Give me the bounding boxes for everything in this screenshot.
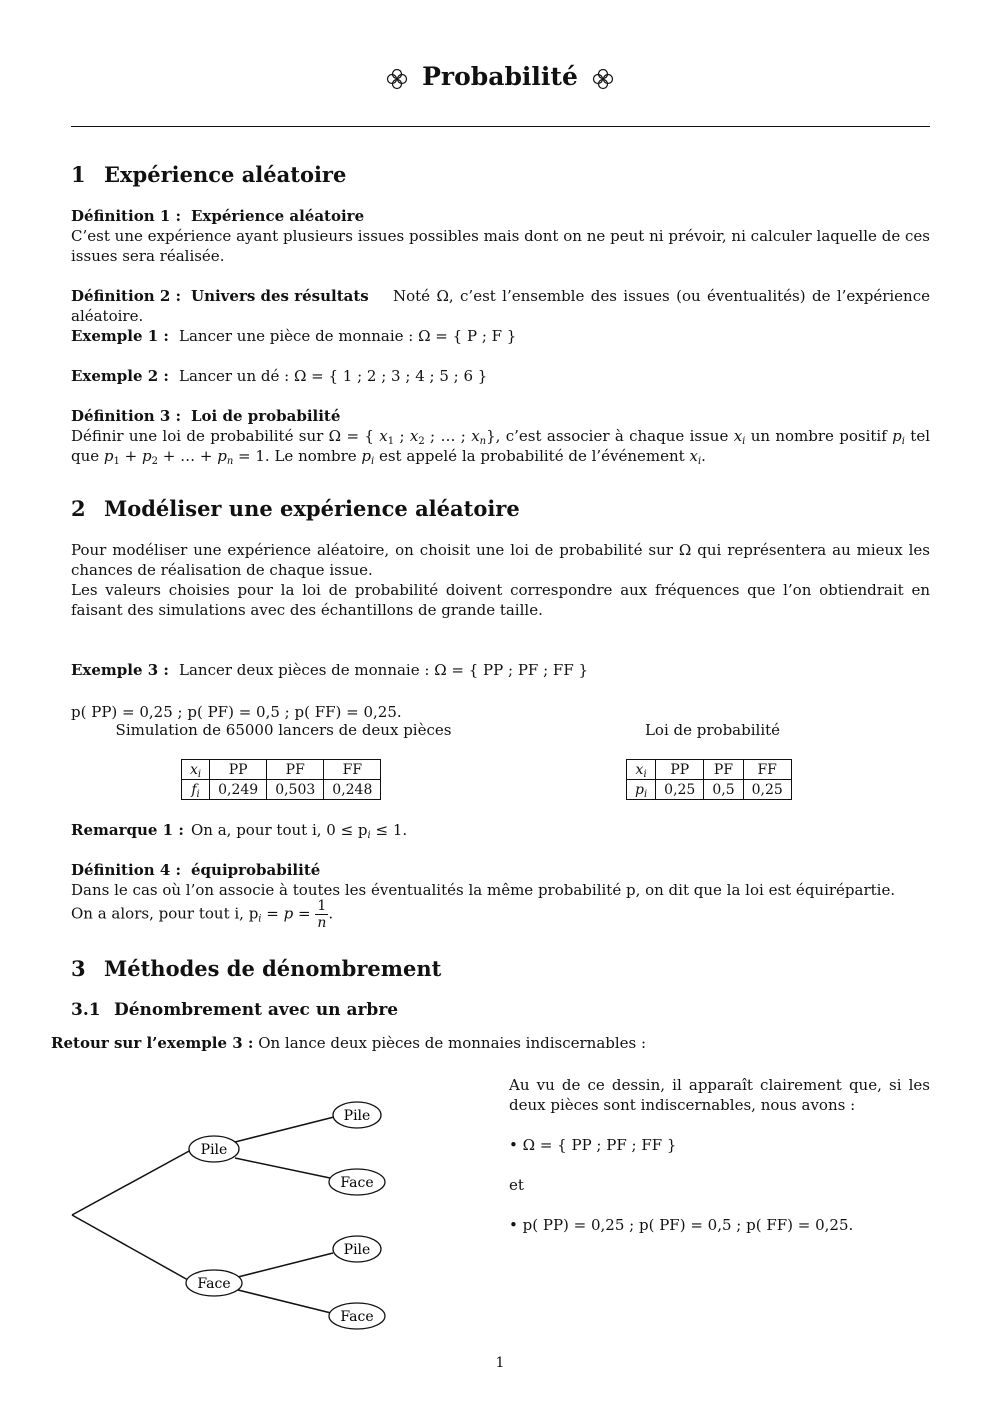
tree-node — [333, 1102, 381, 1128]
tree-node — [189, 1136, 239, 1162]
definition-2: Définition 2 : Univers des résultats Noté Ω, c’est l’ensemble des issues (ou éventualités) de l’expérience aléatoire. — [71, 287, 930, 325]
section-heading-3: 3 Méthodes de dénombrement — [71, 956, 442, 981]
section-2-paragraph: Pour modéliser une expérience aléatoire, on choisit une loi de probabilité sur Ω qui représentera au mieux les chances de réalisation de chaque issue. Les valeurs choisies pour la loi de probabilité doivent correspondre aux fréquences que l’on obtiendrait en faisant des simulations avec des échantillons de grande taille. — [71, 541, 930, 619]
section-heading-2: 2 Modéliser une expérience aléatoire — [71, 496, 520, 521]
tree-node — [329, 1169, 385, 1195]
definition-3: Définition 3 : Loi de probabilité Définir une loi de probabilité sur Ω = { $x_1$ ; $x_2$ ; … ; $x_n$}, c’est associer à chaque issue $x_i$ un nombre positif $p_i$ tel que $p_1 + p_2$ + … + $p_n = 1$. Le nombre $p_i$ est appelé la probabilité de l’événement $x_i$. — [71, 407, 930, 467]
tree-node — [333, 1236, 381, 1262]
remark-1: Remarque 1 : On a, pour tout i, $0 \le p_i \le 1$. — [71, 821, 408, 841]
retour-exemple-3: Retour sur l’exemple 3 : On lance deux pièces de monnaies indiscernables : — [51, 1034, 647, 1052]
tree-node — [186, 1270, 242, 1296]
section-heading-1: 1 Expérience aléatoire — [71, 162, 347, 187]
law-caption: Loi de probabilité — [644, 721, 781, 739]
law-table — [626, 759, 792, 800]
simulation-table — [181, 759, 381, 800]
definition-4-formula: On a alors, pour tout i, $p_i = p$ = $\frac{1}{n}$ . — [71, 898, 334, 931]
definition-1-text: C’est une expérience ayant plusieurs issues possibles mais dont on ne peut ni prévoir, ni calculer laquelle de ces issues sera réalisée. — [71, 227, 930, 265]
definition-4: Définition 4 : équiprobabilité Dans le cas où l’on associe à toutes les éventualités la même probabilité p, on dit que la loi est équirépartie. — [71, 860, 930, 900]
list-item: • p( PP) = 0,25 ; p( PF) = 0,5 ; p( FF) = 0,25. — [509, 1216, 854, 1234]
svg-text:Face: Face — [340, 1175, 374, 1191]
tree-node — [329, 1303, 385, 1329]
svg-text:Pile: Pile — [200, 1142, 228, 1158]
probability-tree — [60, 1090, 400, 1340]
table-row: $x_i$ PP PF FF — [182, 760, 381, 780]
example-3: Exemple 3 : Lancer deux pièces de monnaie : Ω = { PP ; PF ; FF } — [71, 661, 589, 679]
svg-text:Face: Face — [340, 1309, 374, 1325]
table-row: $p_i$ 0,25 0,5 0,25 — [627, 780, 792, 800]
svg-text:Pile: Pile — [343, 1242, 371, 1258]
definition-2-text: Noté Ω, c’est l’ensemble des issues (ou éventualités) de l’expérience aléatoire. — [71, 287, 930, 325]
subsection-heading-3-1: 3.1 Dénombrement avec un arbre — [71, 1000, 399, 1020]
example-1: Exemple 1 : Lancer une pièce de monnaie : Ω = { P ; F } — [71, 327, 517, 345]
title-text: Probabilité — [422, 62, 578, 91]
list-item: • Ω = { PP ; PF ; FF } — [509, 1136, 677, 1154]
title-rule — [71, 126, 930, 127]
definition-1: Définition 1 : Expérience aléatoire C’est une expérience ayant plusieurs issues possibles mais dont on ne peut ni prévoir, ni calculer laquelle de ces issues sera réalisée. — [71, 207, 930, 265]
svg-text:Face: Face — [197, 1276, 231, 1292]
table-row: $f_i$ 0,249 0,503 0,248 — [182, 780, 381, 800]
page-title — [0, 62, 1000, 91]
table-row: $x_i$ PP PF FF — [627, 760, 792, 780]
quatrefoil-ornament-icon — [592, 68, 614, 90]
tree-commentary: Au vu de ce dessin, il apparaît clairement que, si les deux pièces sont indiscernables, nous avons : • Ω = { PP ; PF ; FF } et • p( PP) = 0,25 ; p( PF) = 0,5 ; p( FF) = 0,25. — [509, 1076, 930, 1234]
example-3-probabilities: p( PP) = 0,25 ; p( PF) = 0,5 ; p( FF) = 0,25. — [71, 703, 402, 721]
definition-3-text: Définir une loi de probabilité sur Ω = { $x_1$ ; $x_2$ ; … ; $x_n$}, c’est associer à chaque issue $x_i$ un nombre positif $p_i$ tel que $p_1 + p_2$ + … + $p_n = 1$. Le nombre $p_i$ est appelé la probabilité de l’événement $x_i$. — [71, 427, 930, 467]
page-number: 1 — [495, 1355, 505, 1371]
quatrefoil-ornament-icon — [386, 68, 408, 90]
definition-4-text: Dans le cas où l’on associe à toutes les éventualités la même probabilité p, on dit que la loi est équirépartie. — [71, 881, 896, 899]
simulation-caption: Simulation de 65000 lancers de deux pièces — [115, 721, 452, 739]
fraction: $\frac{1}{n}$ — [317, 898, 327, 931]
example-2: Exemple 2 : Lancer un dé : Ω = { 1 ; 2 ; 3 ; 4 ; 5 ; 6 } — [71, 367, 488, 385]
svg-text:Pile: Pile — [343, 1108, 371, 1124]
